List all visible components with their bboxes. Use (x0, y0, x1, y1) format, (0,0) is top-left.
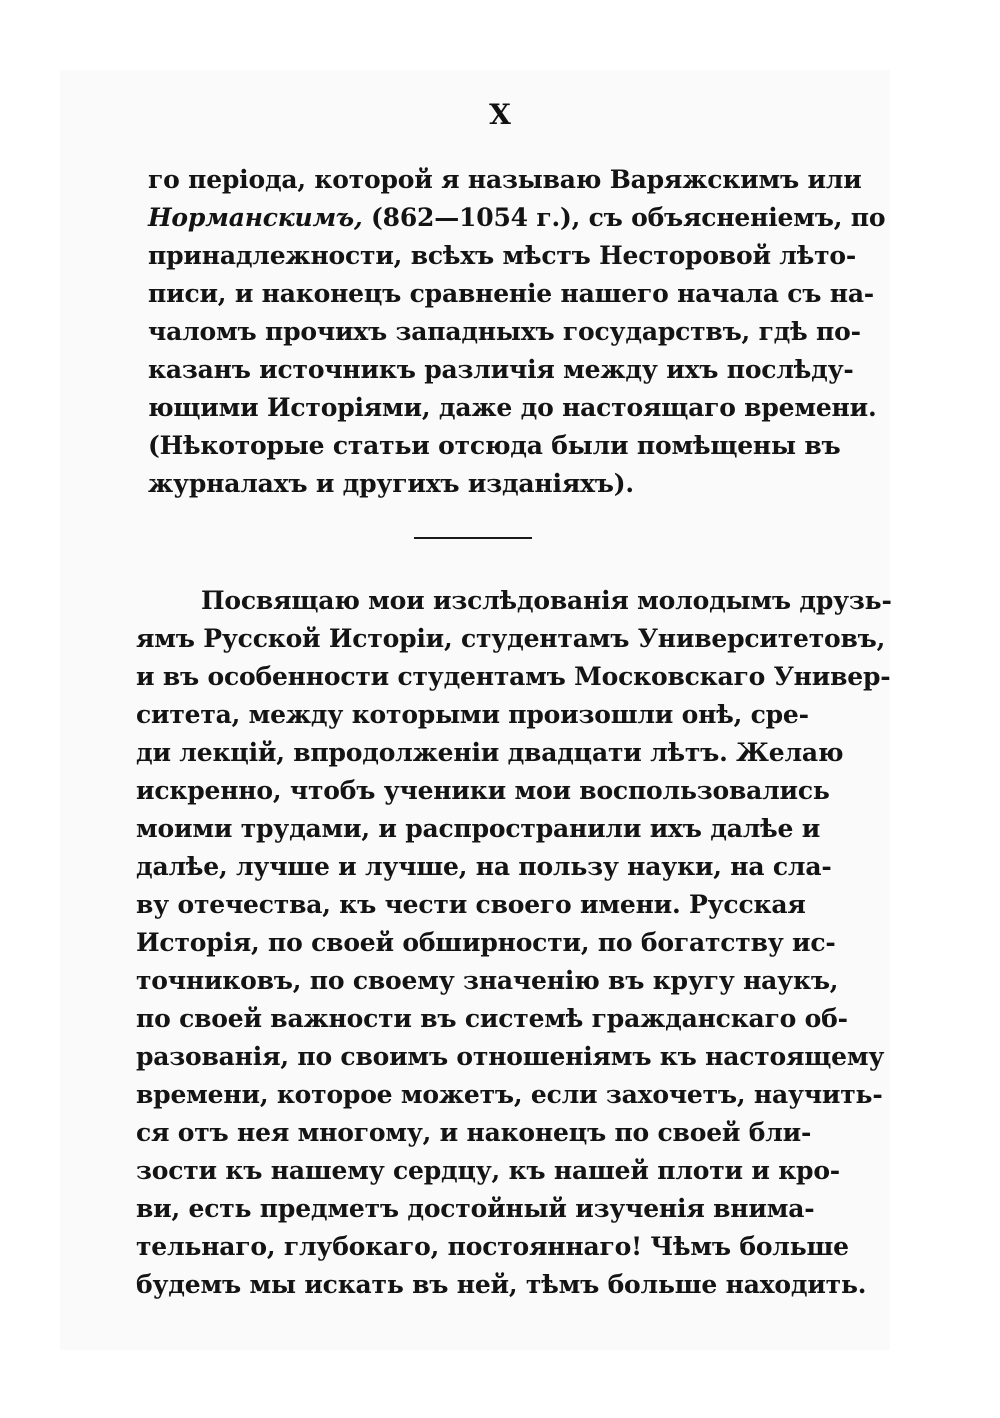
text-line: Посвящаю мои изслѣдованія молодымъ друзь- (201, 586, 892, 615)
text-line: Исторія, по своей обширности, по богатству ис- (136, 928, 836, 957)
text-line: зости къ нашему сердцу, къ нашей плоти и кро- (136, 1156, 840, 1185)
text-line: (Нѣкоторые статьи отсюда были помѣщены въ (148, 431, 841, 460)
text-line: принадлежности, всѣхъ мѣстъ Несторовой лѣто- (148, 241, 857, 270)
italic-term: Норманскимъ, (148, 203, 363, 232)
text-line: времени, которое можетъ, если захочетъ, научить- (136, 1080, 883, 1109)
text-line: по своей важности въ системѣ гражданскаго об- (136, 1004, 848, 1033)
page-number: X (489, 98, 511, 131)
text-line-rest: (862—1054 г.), съ объясненіемъ, по (362, 203, 886, 232)
text-line: журналахъ и другихъ изданіяхъ). (148, 469, 634, 498)
text-line: моими трудами, и распространили ихъ далѣе и (136, 814, 821, 843)
text-line: далѣе, лучше и лучше, на пользу науки, на сла- (136, 852, 832, 881)
text-line: ющими Исторіями, даже до настоящаго времени. (148, 393, 877, 422)
text-line: искренно, чтобъ ученики мои воспользовались (136, 776, 830, 805)
text-line: тельнаго, глубокаго, постояннаго! Чѣмъ больше (136, 1232, 849, 1261)
text-line: ситета, между которыми произошли онѣ, сре- (136, 700, 809, 729)
text-line: точниковъ, по своему значенію въ кругу наукъ, (136, 966, 839, 995)
text-line: ди лекцій, впродолженіи двадцати лѣтъ. Желаю (136, 738, 844, 767)
text-line: ву отечества, къ чести своего имени. Русская (136, 890, 806, 919)
text-line: и въ особенности студентамъ Московскаго Универ- (136, 662, 891, 691)
text-line: разованія, по своимъ отношеніямъ къ настоящему (136, 1042, 885, 1071)
text-line: ся отъ нея многому, и наконецъ по своей бли- (136, 1118, 812, 1147)
text-line: будемъ мы искать въ ней, тѣмъ больше находить. (136, 1270, 867, 1299)
text-line: ямъ Русской Исторіи, студентамъ Университетовъ, (136, 624, 886, 653)
text-line: казанъ источникъ различія между ихъ послѣду- (148, 355, 854, 384)
text-line: ви, есть предметъ достойный изученія внима- (136, 1194, 815, 1223)
text-line: го періода, которой я называю Варяжскимъ или (148, 165, 862, 194)
section-divider (414, 537, 532, 539)
text-line: писи, и наконецъ сравненіе нашего начала съ на- (148, 279, 874, 308)
text-line (148, 203, 886, 232)
text-line: чаломъ прочихъ западныхъ государствъ, гдѣ по- (148, 317, 861, 346)
